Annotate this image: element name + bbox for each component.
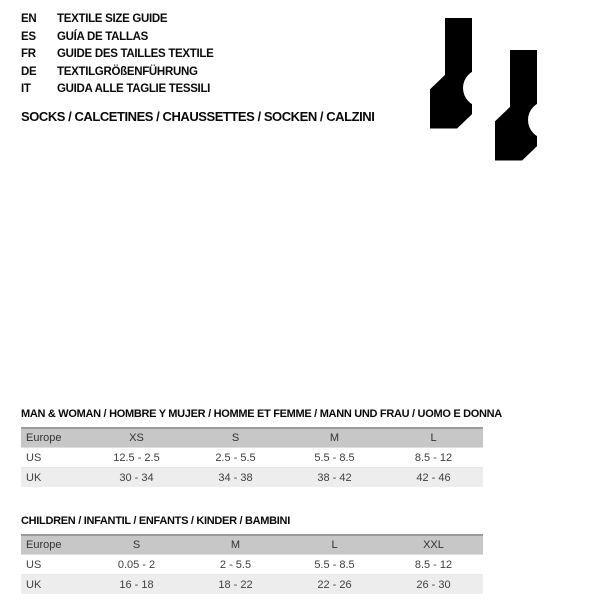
column-header-europe: Europe bbox=[21, 535, 87, 555]
region-label: US bbox=[26, 558, 42, 571]
table-row-uk bbox=[21, 575, 483, 595]
language-code: EN bbox=[21, 13, 37, 25]
language-label: GUÍA DE TALLAS bbox=[57, 30, 148, 43]
language-row-en bbox=[21, 11, 214, 29]
column-header-size: M bbox=[285, 428, 384, 448]
language-label: TEXTILGRÖßENFÜHRUNG bbox=[57, 65, 198, 78]
man-woman-table-title: MAN & WOMAN / HOMBRE Y MUJER / HOMME ET FEMME / MANN UND FRAU / UOMO E DONNA bbox=[21, 408, 502, 420]
size-value: 34 - 38 bbox=[218, 471, 253, 484]
size-value: 30 - 34 bbox=[119, 471, 154, 484]
size-value: 38 - 42 bbox=[317, 471, 352, 484]
size-value: 12.5 - 2.5 bbox=[113, 451, 160, 464]
language-list bbox=[21, 11, 214, 99]
size-value: 2.5 - 5.5 bbox=[215, 451, 256, 464]
table-header-row bbox=[21, 428, 483, 448]
language-row-es bbox=[21, 29, 214, 47]
size-value: 26 - 30 bbox=[416, 578, 451, 591]
language-code: ES bbox=[21, 30, 36, 43]
language-code: FR bbox=[21, 48, 36, 60]
language-label: GUIDE DES TAILLES TEXTILE bbox=[57, 48, 214, 60]
size-value: 2 - 5.5 bbox=[219, 558, 252, 571]
table-header-row bbox=[21, 535, 483, 555]
size-value: 22 - 26 bbox=[317, 578, 352, 591]
column-header-size: S bbox=[186, 428, 285, 448]
column-header-size: S bbox=[87, 535, 186, 555]
children-section bbox=[21, 514, 483, 594]
size-value: 18 - 22 bbox=[218, 578, 253, 591]
size-value: 5.5 - 8.5 bbox=[314, 558, 355, 571]
language-row-it bbox=[21, 81, 214, 99]
language-code: IT bbox=[21, 83, 31, 95]
size-value: 5.5 - 8.5 bbox=[314, 451, 355, 464]
column-header-europe: Europe bbox=[21, 428, 87, 448]
column-header-size: M bbox=[186, 535, 285, 555]
language-code: DE bbox=[21, 65, 37, 78]
size-value: 8.5 - 12 bbox=[414, 451, 453, 464]
table-row-us bbox=[21, 555, 483, 575]
region-label: UK bbox=[26, 578, 42, 591]
size-value: 8.5 - 12 bbox=[414, 558, 453, 571]
table-row-uk bbox=[21, 468, 483, 488]
language-label: TEXTILE SIZE GUIDE bbox=[57, 13, 168, 25]
size-value: 42 - 46 bbox=[416, 471, 451, 484]
language-row-de bbox=[21, 64, 214, 82]
man-woman-size-table bbox=[21, 427, 483, 487]
region-label: US bbox=[26, 451, 42, 464]
region-label: UK bbox=[26, 471, 42, 484]
language-row-fr bbox=[21, 46, 214, 64]
size-value: 16 - 18 bbox=[119, 578, 154, 591]
table-row-us bbox=[21, 448, 483, 468]
column-header-size: XXL bbox=[384, 535, 483, 555]
socks-icon bbox=[403, 10, 571, 180]
category-title: SOCKS / CALCETINES / CHAUSSETTES / SOCKEN / CALZINI bbox=[21, 109, 375, 124]
column-header-size: L bbox=[384, 428, 483, 448]
size-value: 0.05 - 2 bbox=[117, 558, 156, 571]
sock-front bbox=[499, 50, 534, 151]
sock-back bbox=[434, 18, 469, 119]
man-woman-section bbox=[21, 407, 502, 487]
children-size-table bbox=[21, 534, 483, 594]
children-table-title: CHILDREN / INFANTIL / ENFANTS / KINDER / BAMBINI bbox=[21, 515, 290, 527]
language-label: GUIDA ALLE TAGLIE TESSILI bbox=[57, 83, 211, 95]
column-header-size: L bbox=[285, 535, 384, 555]
column-header-size: XS bbox=[87, 428, 186, 448]
